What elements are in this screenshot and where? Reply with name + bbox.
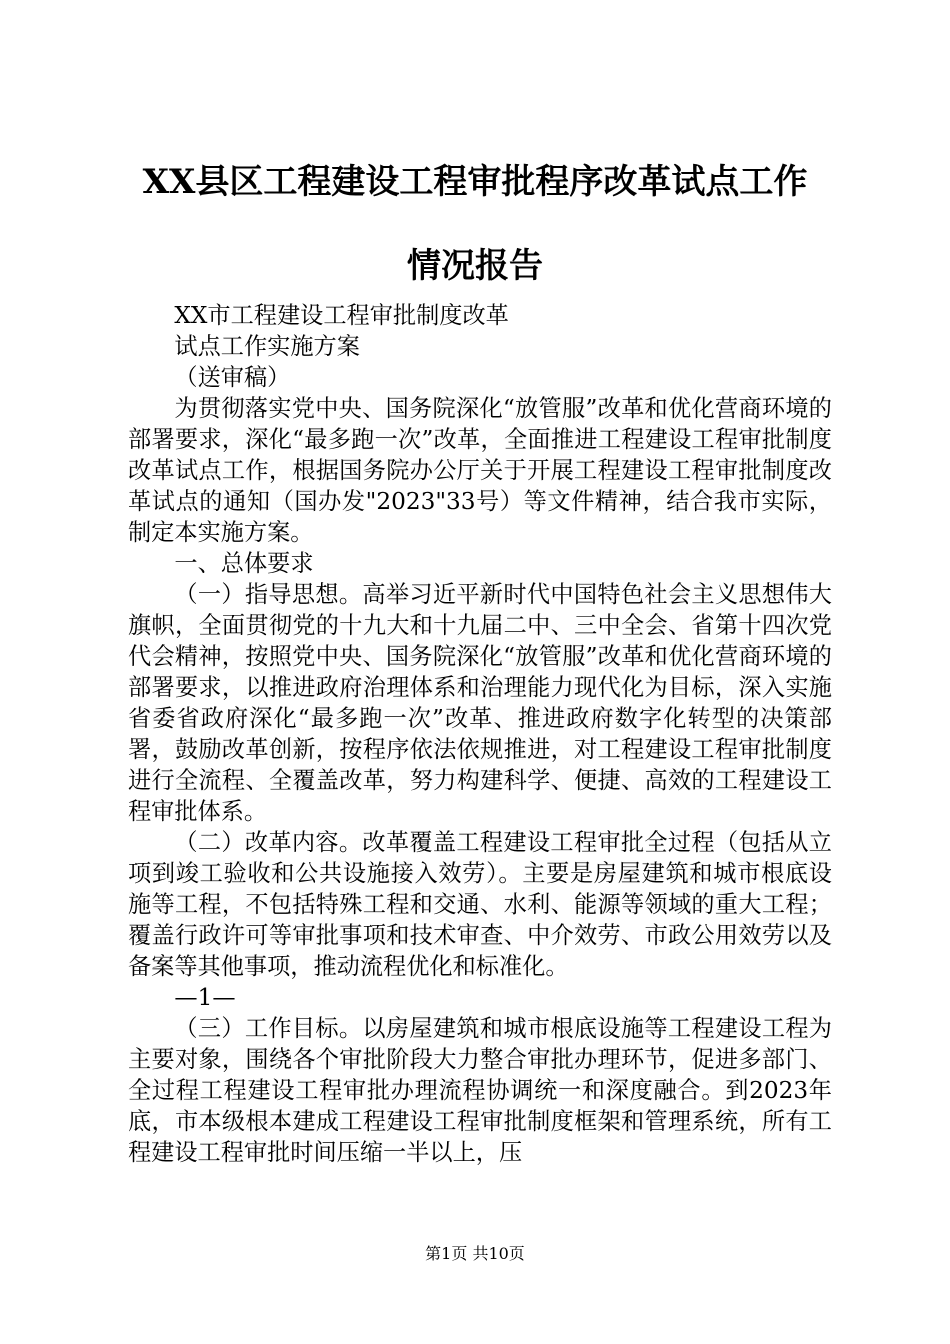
document-body: [128, 300, 832, 1168]
section-heading: 一、总体要求: [174, 550, 314, 577]
subtitle-line2: 试点工作实施方案: [174, 333, 360, 360]
paragraph-intro: 为贯彻落实党中央、国务院深化“放管服”改革和优化营商环境的部署要求，深化“最多跑一次”改革，全面推进工程建设工程审批制度改革试点工作，根据国务院办公厅关于开展工程建设工程审批制度改革试点的通知（国办发"2023"33号）等文件精神，结合我市实际，制定本实施方案。: [128, 395, 832, 546]
paragraph-reform-content: （二）改革内容。改革覆盖工程建设工程审批全过程（包括从立项到竣工验收和公共设施接入效劳）。主要是房屋建筑和城市根底设施等工程，不包括特殊工程和交通、水利、能源等领域的重大工程；覆盖行政许可等审批事项和技术审查、中介效劳、市政公用效劳以及备案等其他事项，推动流程优化和标准化。: [128, 829, 832, 980]
page-footer: 第1页 共10页: [425, 1244, 525, 1263]
document-title-line2: 情况报告: [407, 246, 543, 286]
page-number-marker: —1—: [174, 984, 236, 1011]
paragraph-work-goal: （三）工作目标。以房屋建筑和城市根底设施等工程建设工程为主要对象，围绕各个审批阶段大力整合审批办理环节，促进多部门、全过程工程建设工程审批办理流程协调统一和深度融合。到2023年底，市本级根本建成工程建设工程审批制度框架和管理系统，所有工程建设工程审批时间压缩一半以上，压: [128, 1015, 832, 1166]
document-title-line1: XX县区工程建设工程审批程序改革试点工作: [142, 162, 808, 202]
paragraph-guiding-thought: （一）指导思想。高举习近平新时代中国特色社会主义思想伟大旗帜，全面贯彻党的十九大和十九届二中、三中全会、省第十四次党代会精神，按照党中央、国务院深化“放管服”改革和优化营商环境的部署要求，以推进政府治理体系和治理能力现代化为目标，深入实施省委省政府深化“最多跑一次”改革、推进政府数字化转型的决策部署，鼓励改革创新，按程序依法依规推进，对工程建设工程审批制度进行全流程、全覆盖改革，努力构建科学、便捷、高效的工程建设工程审批体系。: [128, 581, 832, 825]
subtitle-line1: XX市工程建设工程审批制度改革: [174, 302, 509, 329]
draft-note: （送审稿）: [174, 364, 291, 391]
